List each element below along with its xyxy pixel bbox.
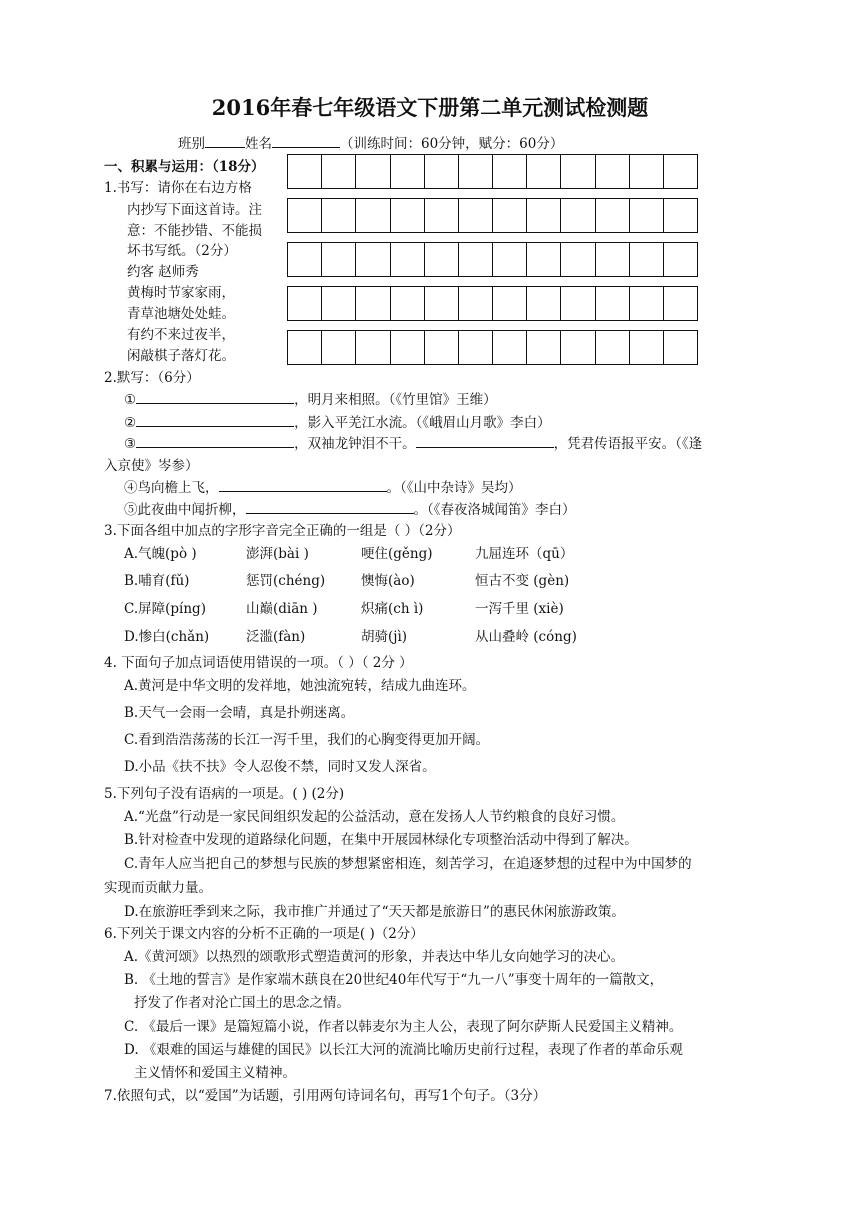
answer-blank[interactable]	[219, 478, 387, 492]
q3-option-cell: 泛滥(fàn)	[246, 629, 306, 645]
q2-item-3: ③ ，双袖龙钟泪不干。 ，凭君传语报平安。（《逢	[124, 436, 703, 452]
grid-cell[interactable]	[391, 287, 425, 321]
q3-option-cell: 炽痛(ch ì)	[361, 601, 424, 617]
q3-option-cell: 胡骑(jì)	[361, 629, 408, 645]
grid-cell[interactable]	[630, 287, 664, 321]
q6-option-d-cont: 主义情怀和爱国主义精神。	[134, 1065, 296, 1081]
student-info-line	[178, 132, 563, 152]
q4-heading: 4. 下面句子加点词语使用错误的一项。（ ）（ 2分 ）	[104, 655, 413, 671]
q4-option-a: A.黄河是中华文明的发祥地，她浊流宛转，结成九曲连环。	[124, 678, 476, 694]
q3-option-cell: 九屈连环（qū）	[475, 546, 574, 562]
grid-cell[interactable]	[664, 155, 698, 189]
q3-option-cell: 从山叠岭 (cóng)	[475, 629, 577, 645]
exam-info: （训练时间：60分钟，赋分：60分）	[340, 136, 564, 152]
grid-cell[interactable]	[596, 331, 630, 365]
q4-option-c: C.看到浩浩荡荡的长江一泻千里，我们的心胸变得更加开阔。	[124, 732, 490, 748]
class-label: 班别	[178, 136, 205, 152]
grid-cell[interactable]	[596, 155, 630, 189]
answer-blank[interactable]	[246, 500, 414, 514]
grid-row	[287, 330, 698, 365]
q3-option-cell: 惩罚(chéng)	[246, 573, 326, 589]
answer-blank[interactable]	[136, 390, 294, 404]
grid-cell[interactable]	[322, 199, 356, 233]
grid-cell[interactable]	[356, 243, 390, 277]
grid-row	[287, 286, 698, 321]
q3-option-cell: 山巅(diān )	[246, 601, 318, 617]
poem-line: 黄梅时节家家雨，	[127, 285, 235, 301]
q2-item-3-cont: 入京使》岑参）	[104, 458, 199, 474]
grid-cell[interactable]	[527, 287, 561, 321]
grid-cell[interactable]	[425, 155, 459, 189]
section-heading: 一、积累与运用：（18分）	[104, 159, 265, 175]
grid-cell[interactable]	[459, 331, 493, 365]
grid-cell[interactable]	[322, 287, 356, 321]
grid-cell[interactable]	[493, 199, 527, 233]
grid-cell[interactable]	[527, 331, 561, 365]
grid-cell[interactable]	[322, 331, 356, 365]
grid-cell[interactable]	[630, 155, 664, 189]
grid-cell[interactable]	[425, 287, 459, 321]
q5-option-a: A.“光盘”行动是一家民间组织发起的公益活动，意在发扬人人节约粮食的良好习惯。	[124, 809, 625, 825]
grid-cell[interactable]	[664, 331, 698, 365]
q7-heading: 7.依照句式，以“爱国”为话题，引用两句诗词名句，再写1个句子。（3分）	[104, 1088, 547, 1104]
grid-cell[interactable]	[288, 243, 322, 277]
grid-cell[interactable]	[459, 287, 493, 321]
grid-cell[interactable]	[459, 243, 493, 277]
grid-cell[interactable]	[561, 199, 595, 233]
q4-option-d: D.小品《扶不扶》令人忍俊不禁，同时又发人深省。	[124, 759, 436, 775]
grid-row	[287, 198, 698, 233]
q6-heading: 6.下列关于课文内容的分析不正确的一项是( )（2分）	[104, 926, 424, 942]
q3-option-cell: 澎湃(bài )	[246, 546, 309, 562]
grid-cell[interactable]	[493, 155, 527, 189]
grid-cell[interactable]	[664, 199, 698, 233]
grid-cell[interactable]	[596, 243, 630, 277]
q3-option-cell: 哽住(gěng)	[361, 546, 433, 562]
q3-heading: 3.下面各组中加点的字形字音完全正确的一组是（ ）（2分）	[104, 523, 461, 539]
answer-blank[interactable]	[416, 434, 554, 448]
q5-option-c: C.青年人应当把自己的梦想与民族的梦想紧密相连，刻苦学习，在追逐梦想的过程中为中国梦的	[124, 856, 692, 872]
grid-cell[interactable]	[288, 155, 322, 189]
q3-option-cell: A.气魄(pò )	[124, 546, 197, 562]
grid-cell[interactable]	[391, 331, 425, 365]
grid-cell[interactable]	[630, 199, 664, 233]
grid-cell[interactable]	[596, 287, 630, 321]
grid-cell[interactable]	[288, 331, 322, 365]
grid-cell[interactable]	[356, 155, 390, 189]
page-title: 2016年春七年级语文下册第二单元测试检测题	[211, 95, 649, 120]
grid-cell[interactable]	[630, 243, 664, 277]
grid-cell[interactable]	[527, 155, 561, 189]
q2-item-2: ② ，影入平羌江水流。（《峨眉山月歌》李白）	[124, 415, 551, 431]
grid-cell[interactable]	[493, 331, 527, 365]
q2-item-5: ⑤此夜曲中闻折柳， 。（《春夜洛城闻笛》李白）	[124, 502, 576, 518]
grid-cell[interactable]	[322, 243, 356, 277]
q2-item-1: ① ，明月来相照。（《竹里馆》王维）	[124, 392, 497, 408]
name-label: 姓名	[245, 136, 272, 152]
grid-cell[interactable]	[356, 331, 390, 365]
grid-cell[interactable]	[527, 243, 561, 277]
grid-cell[interactable]	[322, 155, 356, 189]
q6-option-d: D. 《艰难的国运与雄健的国民》以长江大河的流淌比喻历史前行过程，表现了作者的革命乐观	[124, 1042, 683, 1058]
grid-cell[interactable]	[664, 287, 698, 321]
grid-cell[interactable]	[561, 155, 595, 189]
grid-cell[interactable]	[561, 331, 595, 365]
grid-cell[interactable]	[391, 199, 425, 233]
q5-option-d: D.在旅游旺季到来之际，我市推广并通过了“天天都是旅游日”的惠民休闲旅游政策。	[124, 904, 625, 920]
grid-cell[interactable]	[527, 199, 561, 233]
q6-option-b-cont: 抒发了作者对沦亡国土的思念之情。	[134, 995, 350, 1011]
grid-cell[interactable]	[356, 199, 390, 233]
grid-cell[interactable]	[561, 287, 595, 321]
grid-cell[interactable]	[561, 243, 595, 277]
grid-cell[interactable]	[459, 155, 493, 189]
q2-item-4: ④鸟向檐上飞， 。（《山中杂诗》吴均）	[124, 480, 522, 496]
grid-cell[interactable]	[288, 199, 322, 233]
q3-option-cell: C.屏障(píng)	[124, 601, 206, 617]
q1-line-4: 坏书写纸。（2分）	[127, 243, 237, 259]
grid-cell[interactable]	[425, 331, 459, 365]
grid-cell[interactable]	[425, 243, 459, 277]
poem-title: 约客 赵师秀	[127, 264, 199, 280]
q6-option-c: C. 《最后一课》是篇短篇小说，作者以韩麦尔为主人公，表现了阿尔萨斯人民爱国主义精神。	[124, 1019, 683, 1035]
q1-line-1: 1.书写：请你在右边方格	[104, 180, 252, 196]
grid-cell[interactable]	[630, 331, 664, 365]
poem-line: 闲敲棋子落灯花。	[127, 348, 235, 364]
q5-heading: 5.下列句子没有语病的一项是。( ) (2分)	[104, 786, 345, 802]
q1-line-3: 意：不能抄错、不能损	[127, 223, 262, 239]
q3-option-cell: D.惨白(chǎn)	[124, 629, 210, 645]
grid-cell[interactable]	[425, 199, 459, 233]
answer-blank[interactable]	[136, 413, 294, 427]
class-field[interactable]	[205, 134, 245, 148]
q6-option-a: A.《黄河颂》以热烈的颂歌形式塑造黄河的形象，并表达中华儿女向她学习的决心。	[124, 949, 625, 965]
grid-row	[287, 242, 698, 277]
q4-option-b: B.天气一会雨一会晴，真是扑朔迷离。	[124, 705, 355, 721]
q3-option-cell: 恒古不变 (gèn)	[475, 573, 570, 589]
grid-cell[interactable]	[493, 243, 527, 277]
answer-blank[interactable]	[136, 434, 294, 448]
q2-heading: 2.默写：（6分）	[104, 370, 200, 386]
grid-row	[287, 154, 698, 189]
q3-option-cell: B.哺育(fǔ)	[124, 573, 190, 589]
name-field[interactable]	[272, 134, 340, 148]
poem-line: 有约不来过夜半，	[127, 327, 235, 343]
grid-cell[interactable]	[356, 287, 390, 321]
poem-line: 青草池塘处处蛙。	[127, 306, 235, 322]
grid-cell[interactable]	[664, 243, 698, 277]
grid-cell[interactable]	[288, 287, 322, 321]
q3-option-cell: 懊悔(ào)	[361, 573, 415, 589]
writing-grid[interactable]	[287, 154, 698, 374]
q5-option-b: B.针对检查中发现的道路绿化问题，在集中开展园林绿化专项整治活动中得到了解决。	[124, 832, 638, 848]
q3-option-cell: 一泻千里 (xiè)	[475, 601, 564, 617]
grid-cell[interactable]	[391, 243, 425, 277]
grid-cell[interactable]	[596, 199, 630, 233]
q6-option-b: B. 《土地的誓言》是作家端木蕻良在20世纪40年代写于“九一八”事变十周年的一篇散文，	[124, 972, 664, 988]
q1-line-2: 内抄写下面这首诗。注	[127, 202, 262, 218]
grid-cell[interactable]	[391, 155, 425, 189]
q5-option-c-cont: 实现而贡献力量。	[104, 880, 212, 896]
grid-cell[interactable]	[459, 199, 493, 233]
grid-cell[interactable]	[493, 287, 527, 321]
